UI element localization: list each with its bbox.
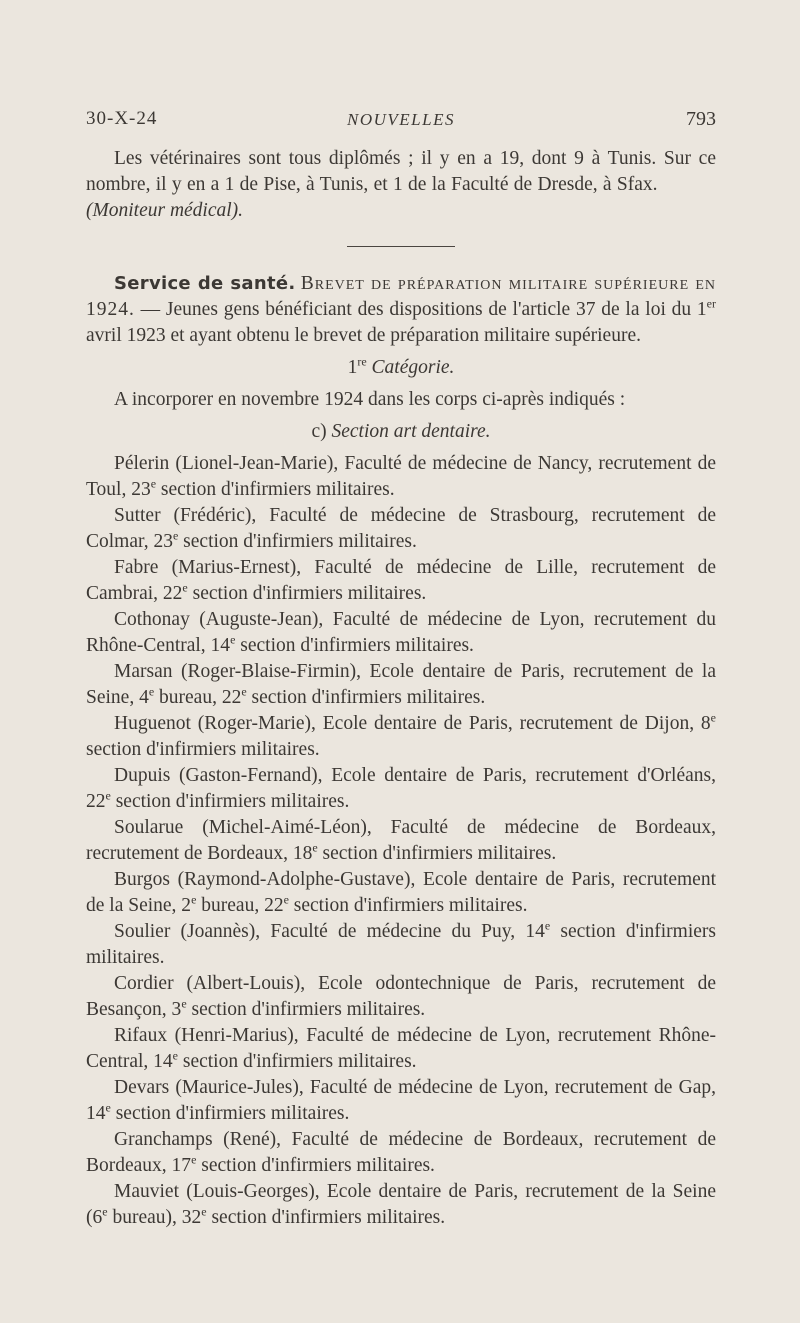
section-c-letter: c) xyxy=(311,421,332,442)
entry-superscript: e xyxy=(102,1204,108,1219)
entry-text: section d'infirmiers militaires. xyxy=(246,687,486,708)
entry-superscript: e xyxy=(105,1100,111,1115)
entry-text: bureau), 32 xyxy=(107,1207,202,1228)
entry-text: Marsan (Roger-Blaise-Firmin), Ecole dentaire de Paris, recrutement de la Seine, 4 xyxy=(86,661,716,708)
section-divider xyxy=(347,246,455,247)
page-number: 793 xyxy=(686,108,716,130)
list-item xyxy=(86,451,716,503)
entry-text: section d'infirmiers militaires. xyxy=(110,1103,350,1124)
entry-text: Granchamps (René), Faculté de médecine de Bordeaux, recrutement de Bordeaux, 17 xyxy=(86,1129,716,1176)
list-item xyxy=(86,971,716,1023)
entry-text: Sutter (Frédéric), Faculté de médecine de Strasbourg, recrutement de Colmar, 23 xyxy=(86,505,716,552)
entry-superscript: e xyxy=(544,918,551,933)
list-item xyxy=(86,919,716,971)
entry-text: section d'infirmiers militaires. xyxy=(110,791,350,812)
entry-text: section d'infirmiers militaires. xyxy=(288,895,528,916)
entry-superscript: e xyxy=(150,476,157,491)
entry-text: Cothonay (Auguste-Jean), Faculté de médecine de Lyon, recrutement du Rhône-Central, 14 xyxy=(86,609,716,656)
entry-text: section d'infirmiers militaires. xyxy=(178,531,417,552)
entry-text: section d'infirmiers militaires. xyxy=(177,1051,417,1072)
entry-text: Devars (Maurice-Jules), Faculté de médecine de Lyon, recrutement de Gap, 14 xyxy=(86,1077,716,1124)
entry-superscript: e xyxy=(283,892,289,907)
entry-superscript: e xyxy=(181,996,187,1011)
entry-text: bureau, 22 xyxy=(154,687,242,708)
service-text: — Jeunes gens bénéficiant des dispositions de l'article 37 de la loi du 1 xyxy=(134,299,707,320)
entry-text: section d'infirmiers militaires. xyxy=(206,1207,446,1228)
entry-text: Burgos (Raymond-Adolphe-Gustave), Ecole dentaire de Paris, recrutement de la Seine, 2 xyxy=(86,869,716,916)
service-sup: er xyxy=(706,296,716,311)
entry-superscript: e xyxy=(241,684,247,699)
list-item xyxy=(86,1075,716,1127)
entry-text: Rifaux (Henri-Marius), Faculté de médecine de Lyon, recrutement Rhône-Central, 14 xyxy=(86,1025,716,1072)
service-title: Service de santé. xyxy=(114,273,296,294)
entry-text: Fabre (Marius-Ernest), Faculté de médecine de Lille, recrutement de Cambrai, 22 xyxy=(86,557,716,604)
entry-text: section d'infirmiers militaires. xyxy=(235,635,474,656)
section-c-label: Section art dentaire. xyxy=(331,421,491,442)
category-label: Catégorie. xyxy=(366,357,455,378)
list-item xyxy=(86,1179,716,1231)
header-section-title: NOUVELLES xyxy=(347,110,455,129)
entry-superscript: e xyxy=(172,1048,178,1063)
entry-text: Soularue (Michel-Aimé-Léon), Faculté de médecine de Bordeaux, recrutement de Bordeaux, 18 xyxy=(86,817,716,864)
section-c-heading xyxy=(86,419,716,445)
entry-superscript: e xyxy=(105,788,111,803)
entry-superscript: e xyxy=(312,840,318,855)
entry-superscript: e xyxy=(191,1152,197,1167)
list-item xyxy=(86,1023,716,1075)
entry-text: section d'infirmiers militaires. xyxy=(187,583,427,604)
intro-text: Les vétérinaires sont tous diplômés ; il y en a 19, dont 9 à Tunis. Sur ce nombre, il y en a 1 de Pise, à Tunis, et 1 de la Faculté de Dresde, à Sfax. xyxy=(86,148,716,195)
header-date: 30-X-24 xyxy=(86,108,158,129)
intro-source: (Moniteur médical). xyxy=(86,200,244,221)
entry-text: section d'infirmiers militaires. xyxy=(196,1155,435,1176)
entries-list xyxy=(86,451,716,1231)
entry-superscript: e xyxy=(201,1204,207,1219)
entry-superscript: e xyxy=(182,580,188,595)
entry-superscript: e xyxy=(148,684,155,699)
list-item xyxy=(86,711,716,763)
entry-text: section d'infirmiers militaires. xyxy=(86,739,320,760)
service-paragraph xyxy=(86,271,716,349)
list-item xyxy=(86,503,716,555)
category-sup: re xyxy=(357,354,367,369)
entry-superscript: e xyxy=(710,710,716,725)
list-item xyxy=(86,659,716,711)
entry-text: section d'infirmiers militaires. xyxy=(317,843,557,864)
entry-text: Dupuis (Gaston-Fernand), Ecole dentaire de Paris, recrutement d'Orléans, 22 xyxy=(86,765,716,812)
entry-text: bureau, 22 xyxy=(196,895,284,916)
body-text xyxy=(86,146,716,1231)
entry-text: Mauviet (Louis-Georges), Ecole dentaire de Paris, recrutement de la Seine (6 xyxy=(86,1181,716,1228)
service-text-b: avril 1923 et ayant obtenu le brevet de préparation militaire supérieure. xyxy=(86,325,641,346)
list-item xyxy=(86,763,716,815)
running-header xyxy=(86,108,716,134)
entry-superscript: e xyxy=(172,528,179,543)
category-num: 1 xyxy=(347,357,358,378)
entry-text: Pélerin (Lionel-Jean-Marie), Faculté de médecine de Nancy, recrutement de Toul, 23 xyxy=(86,453,716,500)
entry-text: section d'infirmiers militaires. xyxy=(86,921,716,968)
entry-superscript: e xyxy=(230,632,236,647)
entry-superscript: e xyxy=(191,892,197,907)
entry-text: Cordier (Albert-Louis), Ecole odontechnique de Paris, recrutement de Besançon, 3 xyxy=(86,973,716,1020)
list-item xyxy=(86,867,716,919)
service-subtitle: Brevet de préparation militaire supérieure en 1924. xyxy=(86,273,716,320)
entry-text: section d'infirmiers militaires. xyxy=(156,479,395,500)
incorporer-line: A incorporer en novembre 1924 dans les corps ci-après indiqués : xyxy=(114,389,626,410)
list-item xyxy=(86,815,716,867)
category-heading xyxy=(86,355,716,381)
entry-text: section d'infirmiers militaires. xyxy=(186,999,426,1020)
entry-text: Huguenot (Roger-Marie), Ecole dentaire de Paris, recrutement de Dijon, 8 xyxy=(114,713,711,734)
list-item xyxy=(86,1127,716,1179)
list-item xyxy=(86,607,716,659)
intro-paragraph xyxy=(86,146,716,224)
entry-text: Soulier (Joannès), Faculté de médecine du Puy, 14 xyxy=(114,921,545,942)
list-item xyxy=(86,555,716,607)
